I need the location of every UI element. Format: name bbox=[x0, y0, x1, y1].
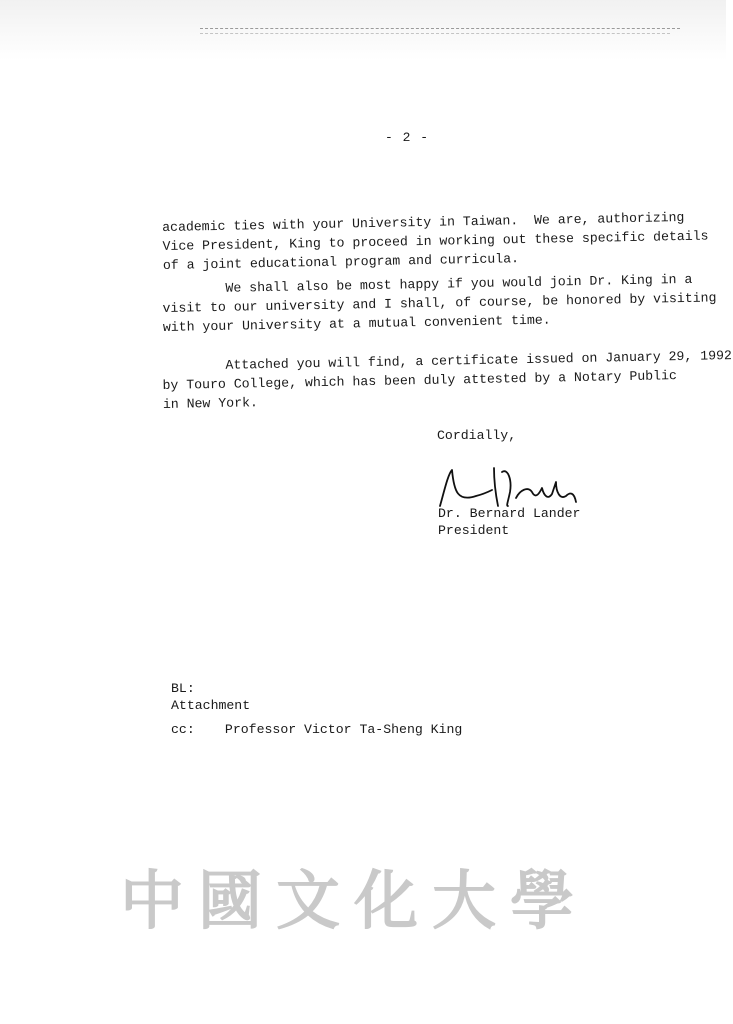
signatory-title: President bbox=[438, 523, 510, 538]
initials-line: BL: bbox=[171, 681, 195, 696]
attachment-line: Attachment bbox=[171, 698, 251, 713]
body-paragraph-1: academic ties with your University in Taiwan. We are, authorizing Vice President, King to proceed in working out these specific details of a joint educational program and curricula. bbox=[162, 209, 709, 273]
page-number: - 2 - bbox=[385, 130, 430, 145]
closing-salutation: Cordially, bbox=[437, 428, 517, 443]
signatory-name: Dr. Bernard Lander bbox=[438, 506, 581, 521]
signatory-block bbox=[438, 505, 580, 539]
torn-edge-line bbox=[200, 28, 680, 29]
cc-recipient: Professor Victor Ta-Sheng King bbox=[224, 722, 463, 737]
torn-edge-line-secondary bbox=[200, 33, 670, 34]
top-fold-shadow bbox=[0, 0, 726, 60]
cc-line bbox=[171, 722, 462, 737]
footer-notes bbox=[171, 680, 250, 714]
body-paragraph-3: Attached you will find, a certificate issued on January 29, 1992 by Touro College, which has been duly attested by a Notary Public in New York. bbox=[162, 348, 733, 412]
cc-label: cc: bbox=[171, 722, 195, 737]
university-watermark: 中國文化大學 bbox=[120, 864, 588, 939]
body-paragraph-2: We shall also be most happy if you would join Dr. King in a visit to our university and I shall, of course, be honored by visiting with your University at a mutual convenient time. bbox=[162, 271, 717, 335]
